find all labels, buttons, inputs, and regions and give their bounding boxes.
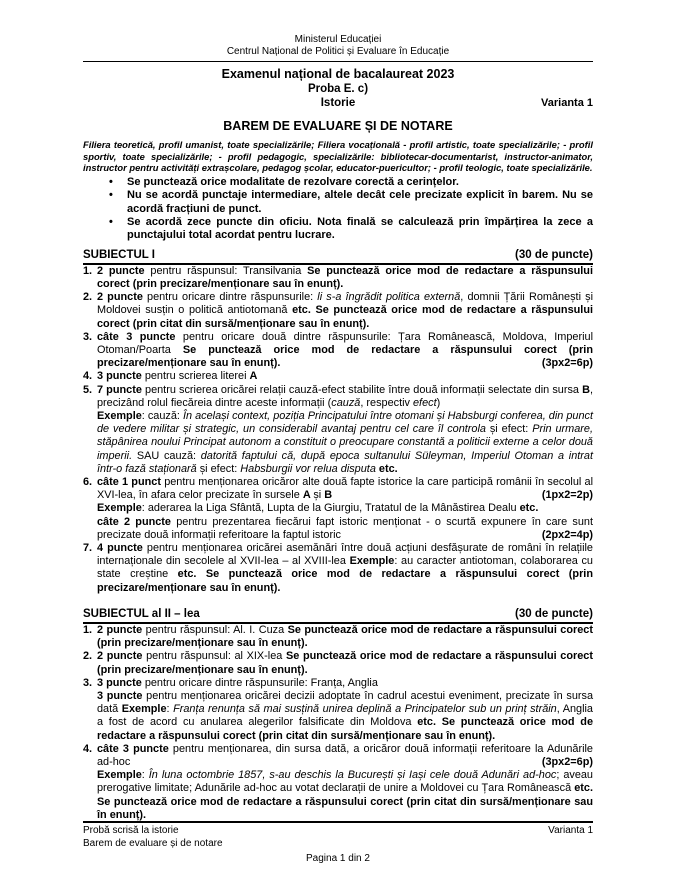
item-body <box>97 291 593 331</box>
text-run: pentru menționarea, din sursa dată, a oricăror două informații referitoare la Adunările ad-hoc <box>97 742 593 768</box>
points-marker: (1px2=2p) <box>541 489 593 502</box>
section-1-points: (30 de puncte) <box>515 248 593 261</box>
text-run: , precizând rolul fiecăreia dintre aceste informații ( <box>97 383 593 409</box>
list-item <box>83 384 593 476</box>
item-number: 4. <box>83 370 93 383</box>
item-body <box>97 677 593 743</box>
text-run: B <box>582 383 590 396</box>
item-number: 2. <box>83 650 93 663</box>
text-run: Franța renunța să mai susțină unirea deplină a Principatelor sub un prinț străin <box>173 703 557 716</box>
text-run: etc. Se punctează orice mod de redactare a răspunsului corect (prin precizare/menționare sau în enunț). <box>97 568 593 594</box>
item-body <box>97 542 593 595</box>
text-run: SAU cauză: <box>136 449 201 462</box>
item-paragraph <box>97 502 593 515</box>
text-run: câte 1 punct <box>97 476 165 489</box>
item-number: 7. <box>83 542 93 555</box>
text-run: 3 puncte <box>97 676 145 689</box>
text-run: , Anglia a fost de acord cu anularea alegerilor falsificate din Moldova <box>97 703 593 729</box>
text-run: li s-a îngrădit politica externă <box>317 291 461 304</box>
text-run: pentru scrierea literei <box>144 370 250 383</box>
item-paragraph <box>97 624 593 650</box>
points-marker: (3px2=6p) <box>541 357 593 370</box>
list-item <box>83 677 593 743</box>
bullet-icon: • <box>109 175 113 188</box>
list-item <box>83 624 593 650</box>
text-run: datorită faptului că, după epoca sultanului Süleyman, Imperiul Otoman a intrat într-o fază staționară <box>97 449 593 475</box>
item-body <box>97 624 593 650</box>
instruction-text: Se punctează orice modalitate de rezolvare corectă a cerințelor. <box>127 175 459 188</box>
exam-title: Examenul național de bacalaureat 2023 <box>221 67 455 81</box>
item-paragraph <box>97 384 593 410</box>
text-run: , domnii Țării Românești și Moldovei susțin o politică antiotomană <box>97 291 593 317</box>
section-1-title: SUBIECTUL I <box>83 248 155 261</box>
page-footer <box>83 821 593 865</box>
exam-subject: Istorie <box>320 97 356 109</box>
filiera-note: Filiera teoretică, profil umanist, toate specializările; Filiera vocațională - profil artistic, toate specializările; - profil sportiv, toate specializările; - profil pedagogic, specializările: bibliotecar-documentarist, instructor-animator, instructor pentru activități extrașcolare, pedagog școlar, educator-puericultor; - profil teologic, toate specializările. <box>83 139 593 174</box>
text-run: B <box>324 489 333 502</box>
item-number: 6. <box>83 476 93 489</box>
text-run: , respectiv <box>360 396 413 409</box>
text-run: câte 3 puncte <box>97 742 173 755</box>
text-run: câte 2 puncte <box>97 515 177 528</box>
text-run: 3 puncte <box>97 370 145 383</box>
text-run: : cauză: <box>141 410 183 423</box>
footer-row-2 <box>83 837 593 850</box>
text-run: 2 puncte <box>97 291 148 304</box>
list-item <box>83 331 593 371</box>
footer-variant: Varianta 1 <box>548 825 593 836</box>
bullet-icon: • <box>109 216 113 228</box>
instructions-list <box>83 176 593 243</box>
subject-row <box>83 96 593 110</box>
text-run: În același context, poziția Principatului între otomani și Habsburgi conferea, din punct de vedere militar și strategic, un considerabil avantaj pentru cel care îl controla <box>97 410 593 436</box>
bullet-icon: • <box>109 189 113 202</box>
text-run: Se punctează orice mod de redactare a răspunsului corect (prin precizare/menționare sau în enunț). <box>97 623 593 650</box>
barem-title: BAREM DE EVALUARE ȘI DE NOTARE <box>223 119 453 133</box>
text-run: : <box>141 769 149 782</box>
instruction-item <box>109 176 593 189</box>
text-run: pentru oricare dintre răspunsurile: <box>147 291 318 304</box>
item-number: 2. <box>83 291 93 304</box>
text-run: 2 puncte <box>97 650 147 663</box>
text-run: Se punctează orice mod de redactare a răspunsului corect (prin precizare/menționare sau în enunț). <box>97 650 593 676</box>
text-run: Se punctează orice mod de redactare a răspunsului corect (prin precizare/menționare sau în enunț). <box>97 264 593 291</box>
text-run: pentru prezentarea fiecărui fapt istoric menționat - o scurtă expunere în care sunt precizate două informații referitoare la faptul istoric <box>97 515 593 541</box>
item-paragraph <box>97 690 593 743</box>
text-run: etc. <box>519 502 539 515</box>
item-body <box>97 265 593 291</box>
text-run: : <box>166 703 174 716</box>
text-run: Prin urmare, stăpânirea noului Principat autonom a constituit o preocupare constantă a politicii externe a celor două imperii. <box>97 423 593 462</box>
item-body <box>97 370 593 383</box>
ministry-line2: Centrul Național de Politici și Evaluare în Educație <box>226 46 450 57</box>
item-number: 5. <box>83 383 93 396</box>
text-run: pentru menționarea oricărei asemănări între două acțiuni desfășurate de români în relațiile internaționale din secolele al XVII-lea – al XVIII-lea <box>97 542 593 568</box>
footer-page-number: Pagina 1 din 2 <box>306 853 370 864</box>
header-divider <box>83 61 593 62</box>
item-number: 1. <box>83 623 93 636</box>
footer-barem: Barem de evaluare și de notare <box>83 838 223 849</box>
section-2-heading <box>83 607 593 624</box>
text-run: : aderarea la Liga Sfântă, Lupta de la Giurgiu, Tratatul de la Mânăstirea Dealu <box>141 502 520 515</box>
section-2-items <box>83 624 593 822</box>
section-2-points: (30 de puncte) <box>515 607 593 620</box>
item-body <box>97 331 593 371</box>
text-run: pentru scrierea oricărei relații cauză-efect stabilite între două informații selectate din sursa <box>145 383 583 396</box>
section-1-items <box>83 265 593 595</box>
variant-label: Varianta 1 <box>541 97 593 109</box>
item-paragraph <box>97 769 593 822</box>
text-run: pentru menționarea oricărei decizii adoptate în cadrul acestui eveniment, precizate în sursa dată <box>97 689 594 716</box>
list-item <box>83 265 593 291</box>
text-run: Se punctează orice mod de redactare a răspunsului corect (prin precizare/menționare sau în enunț). <box>97 344 593 370</box>
instruction-text: Nu se acordă punctaje intermediare, altele decât cele precizate explicit în barem. Nu se acordă fracțiuni de punct. <box>127 189 593 215</box>
text-run: etc. Se punctează orice mod de redactare a răspunsului corect (prin citat din sursă/menționare sau în enunț). <box>97 782 593 821</box>
item-paragraph <box>97 650 593 676</box>
exam-proba: Proba E. c) <box>307 83 369 95</box>
text-run: pentru menționarea oricăror alte două fapte istorice la care participă românii în secolul al XVI-lea, în afara celor precizate în sursele <box>97 476 593 502</box>
item-number: 3. <box>83 330 93 343</box>
instruction-item <box>109 216 593 243</box>
text-run: și efect: <box>489 423 533 436</box>
text-run: Exemple <box>97 769 142 782</box>
points-marker: (2px2=4p) <box>541 528 593 541</box>
list-item <box>83 650 593 676</box>
text-run: 7 puncte <box>97 383 146 396</box>
item-paragraph <box>97 265 593 291</box>
text-run: etc. Se punctează orice mod de redactare a răspunsului corect (prin citat din sursă/menționare sau în enunț). <box>97 716 593 742</box>
text-run: etc. <box>378 462 398 475</box>
item-paragraph <box>97 542 593 595</box>
text-run: : au caracter antiotoman, colaborarea cu state creștine <box>97 555 593 581</box>
instruction-text: Se acordă zece puncte din oficiu. Nota finală se calculează prin împărțirea la zece a punctajului total acordat pentru lucrare. <box>127 216 593 242</box>
text-run: Habsburgii vor relua disputa <box>240 462 379 475</box>
section-subiectul-1 <box>83 248 593 595</box>
text-run: efect <box>412 396 437 409</box>
text-run: 2 puncte <box>97 264 151 277</box>
text-run: pentru răspunsul: Al. I. Cuza <box>145 623 288 636</box>
text-run: Exemple <box>97 502 142 515</box>
text-run: câte 3 puncte <box>97 330 183 343</box>
item-body <box>97 384 593 476</box>
item-paragraph <box>97 291 593 331</box>
item-body <box>97 650 593 676</box>
text-run: pentru oricare două dintre răspunsurile: Țara Românească, Moldova, Imperiul Otoman/Poarta <box>97 330 593 357</box>
text-run: cauză <box>331 396 361 409</box>
text-run: Exemple <box>121 703 167 716</box>
list-item <box>83 476 593 542</box>
item-body <box>97 476 593 542</box>
item-paragraph <box>97 331 593 371</box>
text-run: În luna octombrie 1857, s-au deschis la București și Iași cele două Adunări ad-hoc <box>148 769 557 782</box>
item-number: 3. <box>83 676 93 689</box>
item-paragraph <box>97 476 593 502</box>
list-item <box>83 743 593 822</box>
text-run: Exemple <box>349 555 395 568</box>
text-run: A <box>249 370 258 383</box>
item-paragraph <box>97 743 593 769</box>
text-run: și <box>313 489 325 502</box>
text-run: pentru răspunsul: Transilvania <box>150 264 308 277</box>
item-paragraph <box>97 516 593 542</box>
item-paragraph <box>97 677 593 690</box>
text-run: ; aveau prerogative limitate; Adunările ad-hoc au votat declarații de unire a Moldovei cu Țara Românească <box>97 769 593 795</box>
text-run: și efect: <box>199 462 241 475</box>
text-run: A <box>302 489 314 502</box>
text-run: 3 puncte <box>97 689 147 702</box>
text-run: ) <box>436 396 441 409</box>
ministry-line1: Ministerul Educației <box>294 34 382 45</box>
item-paragraph <box>97 370 593 383</box>
section-1-heading <box>83 248 593 265</box>
list-item <box>83 291 593 331</box>
text-run: pentru răspunsul: al XIX-lea <box>146 650 286 663</box>
item-number: 4. <box>83 742 93 755</box>
list-item <box>83 370 593 383</box>
instruction-item <box>109 189 593 216</box>
text-run: 2 puncte <box>97 623 146 636</box>
item-number: 1. <box>83 264 93 277</box>
text-run: pentru oricare dintre răspunsurile: Franța, Anglia <box>144 676 378 689</box>
text-run: etc. Se punctează orice mod de redactare a răspunsului corect (prin citat din sursă/menționare sau în enunț). <box>97 304 593 330</box>
section-subiectul-2 <box>83 607 593 822</box>
ministry-header <box>83 34 593 58</box>
points-marker: (3px2=6p) <box>541 755 593 768</box>
text-run: 4 puncte <box>97 542 147 555</box>
footer-proba: Probă scrisă la istorie <box>83 825 179 836</box>
list-item <box>83 542 593 595</box>
item-body <box>97 743 593 822</box>
title-block <box>83 67 593 110</box>
text-run: Exemple <box>97 410 142 423</box>
section-2-title: SUBIECTUL al II – lea <box>83 607 200 620</box>
item-paragraph <box>97 410 593 476</box>
footer-row-1 <box>83 824 593 837</box>
